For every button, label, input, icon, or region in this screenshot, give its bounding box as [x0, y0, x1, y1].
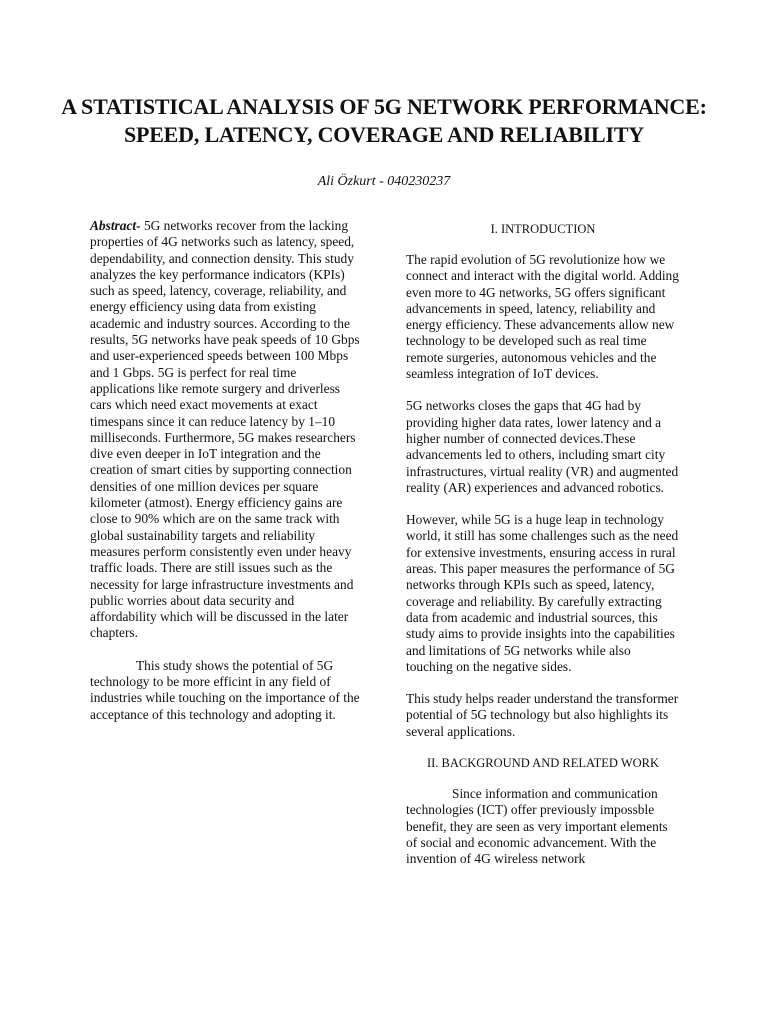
abstract-text: 5G networks recover from the lacking properties of 4G networks such as latency, speed, dependability, and connection density. This study analyzes the key performance indicators (KPIs) such as speed, latency, coverage, reliability, and energy efficiency using data from existing academic and industry sources. According to the results, 5G networks have peak speeds of 10 Gbps and user-experienced speeds between 100 Mbps and 1 Gbps. 5G is perfect for real time applications like remote surgery and driverless cars which need exact movements at exact timespans since it can reduce latency by 1–10 milliseconds. Furthermore, 5G makes researchers dive even deeper in IoT integration and the creation of smart cities by supporting connection densities of one million devices per square kilometer (atmost). Energy efficiency gains are close to 90% which are on the same track with global sustainability targets and reliability measures perform consistently even under heavy traffic loads. There are still issues such as the necessity for large infrastructure investments and public worries about data security and affordability which will be discussed in the later chapters. — [90, 218, 360, 641]
abstract-heading: Abstract- — [90, 218, 141, 233]
intro-paragraph-3: However, while 5G is a huge leap in technology world, it still has some challenges such as the need for extensive investments, ensuring access in rural areas. This paper measures the performance of 5G networks through KPIs such as speed, latency, coverage and reliability. By carefully extracting data from academic and industrial sources, this study aims to provide insights into the capabilities and limitations of 5G networks while also touching on the negative sides. — [406, 512, 679, 674]
intro-paragraph-2: 5G networks closes the gaps that 4G had by providing higher data rates, lower latency and a higher number of connected devices.These advancements led to others, including smart city infrastructures, virtual reality (VR) and augmented reality (AR) experiences and advanced robotics. — [406, 398, 679, 495]
section-heading-background: II. BACKGROUND AND RELATED WORK — [426, 756, 660, 771]
intro-paragraph-4: This study helps reader understand the transformer potential of 5G technology but also highlights its several applications. — [406, 691, 679, 739]
author-line: Ali Özkurt - 040230237 — [317, 174, 451, 189]
intro-paragraph-1: The rapid evolution of 5G revolutionize how we connect and interact with the digital world. Adding even more to 4G networks, 5G offers significant advancements in speed, latency, reliability and energy efficiency. These advancements allow new technology to be developed such as real time remote surgeries, autonomous vehicles and the seamless integration of IoT devices. — [406, 252, 679, 382]
left-column — [90, 218, 362, 723]
background-paragraph-1: Since information and communication technologies (ICT) offer previously impossble benefit, they are seen as very important elements of social and economic advancement. With the invention of 4G wireless network — [406, 786, 668, 867]
section-heading-introduction: I. INTRODUCTION — [490, 222, 596, 236]
abstract-paragraph — [90, 218, 362, 642]
paper-title: A STATISTICAL ANALYSIS OF 5G NETWORK PERFORMANCE: SPEED, LATENCY, COVERAGE AND RELIABILITY — [61, 94, 707, 147]
abstract-paragraph-2: This study shows the potential of 5G technology to be more efficint in any field of industries while touching on the importance of the acceptance of this technology and adopting it. — [90, 657, 360, 722]
right-column — [406, 221, 680, 868]
